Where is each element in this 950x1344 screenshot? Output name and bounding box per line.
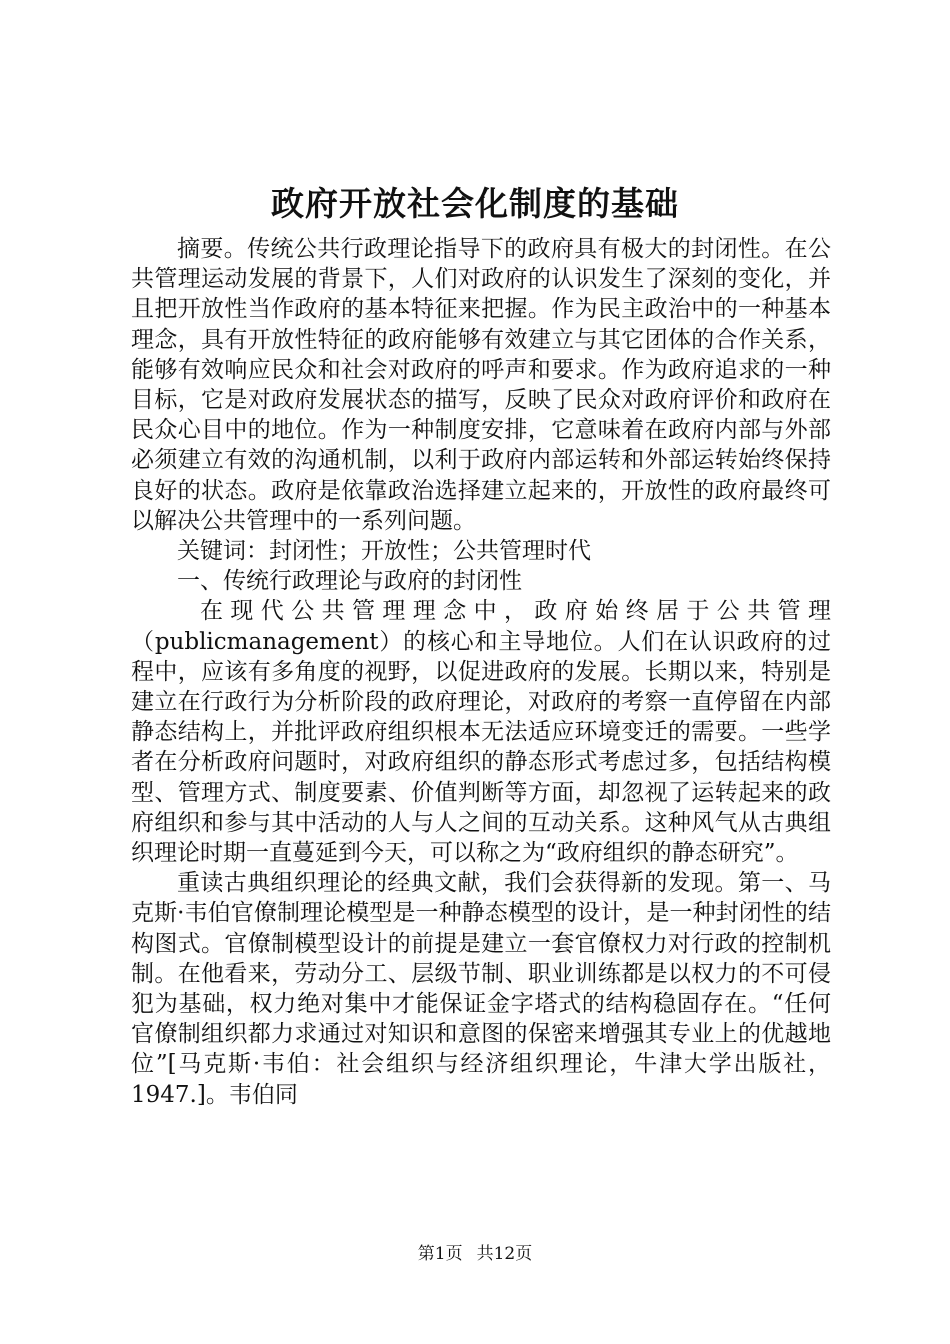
page-total: 共12页 xyxy=(476,1244,533,1264)
body-paragraph: 重读古典组织理论的经典文献，我们会获得新的发现。第一、马克斯·韦伯官僚制理论模型是一种静态模型的设计，是一种封闭性的结构图式。官僚制模型设计的前提是建立一套官僚权力对行政的控制机制。在他看来，劳动分工、层级节制、职业训练都是以权力的不可侵犯为基础，权力绝对集中才能保证金字塔式的结构稳固存在。“任何官僚制组织都力求通过对知识和意图的保密来增强其专业上的优越地位”[马克斯·韦伯：社会组织与经济组织理论，牛津大学出版社，1947.]。韦伯同 xyxy=(131,870,831,1108)
abstract-paragraph: 摘要。传统公共行政理论指导下的政府具有极大的封闭性。在公共管理运动发展的背景下，人们对政府的认识发生了深刻的变化，并且把开放性当作政府的基本特征来把握。作为民主政治中的一种基本理念，具有开放性特征的政府能够有效建立与其它团体的合作关系，能够有效响应民众和社会对政府的呼声和要求。作为政府追求的一种目标，它是对政府发展状态的描写，反映了民众对政府评价和政府在民众心目中的地位。作为一种制度安排，它意味着在政府内部与外部必须建立有效的沟通机制，以利于政府内部运转和外部运转始终保持良好的状态。政府是依靠政治选择建立起来的，开放性的政府最终可以解决公共管理中的一系列问题。 xyxy=(131,236,831,534)
body-paragraph: 在现代公共管理理念中，政府始终居于公共管理（publicmanagement）的核心和主导地位。人们在认识政府的过程中，应该有多角度的视野，以促进政府的发展。长期以来，特别是建立在行政行为分析阶段的政府理论，对政府的考察一直停留在内部静态结构上，并批评政府组织根本无法适应环境变迁的需要。一些学者在分析政府问题时，对政府组织的静态形式考虑过多，包括结构模型、管理方式、制度要素、价值判断等方面，却忽视了运转起来的政府组织和参与其中活动的人与人之间的互动关系。这种风气从古典组织理论时期一直蔓延到今天，可以称之为“政府组织的静态研究”。 xyxy=(131,598,831,867)
page-footer xyxy=(0,1242,950,1266)
section-heading: 一、传统行政理论与政府的封闭性 xyxy=(177,568,522,595)
document-body xyxy=(131,234,831,1110)
document-title: 政府开放社会化制度的基础 xyxy=(271,184,679,223)
page-number: 第1页 xyxy=(417,1244,463,1264)
keywords-paragraph: 关键词：封闭性；开放性；公共管理时代 xyxy=(177,538,591,565)
